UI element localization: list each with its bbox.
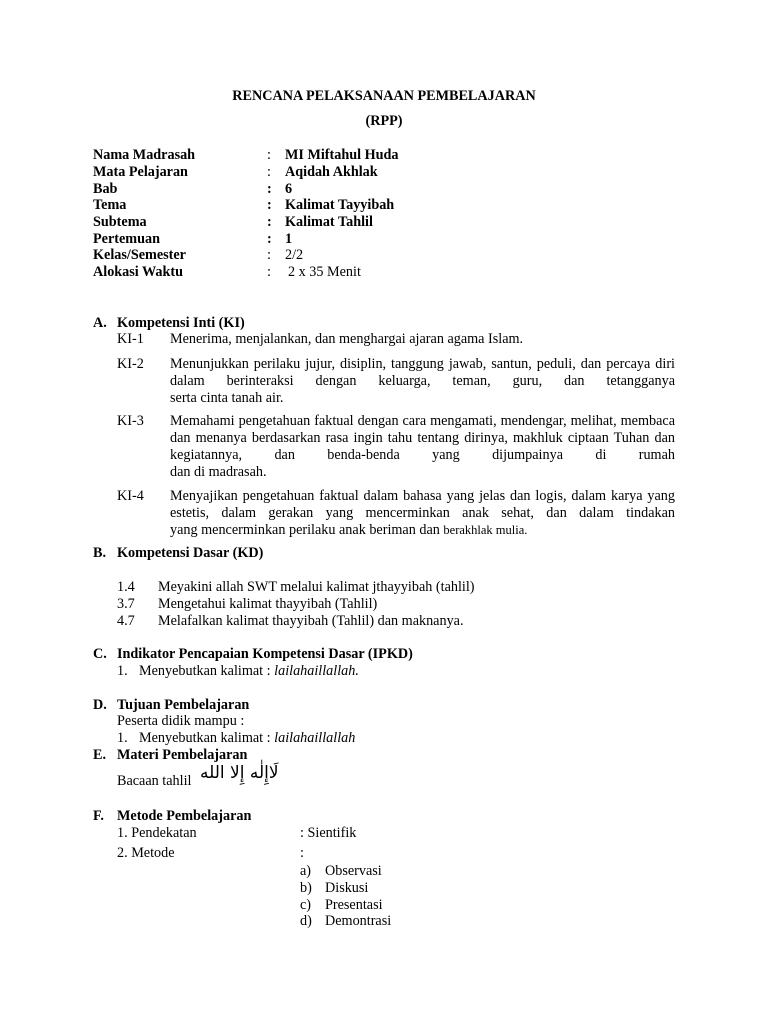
ki-text-main: Memahami pengetahuan faktual dengan cara mengamati, mendengar, melihat, membaca dan menanya berdasarkan rasa ingin tahu tentang dirinya, makhluk ciptaan Tuhan dan kegiatannya, dan benda-benda yang dijumpainya di rumah [170,413,675,463]
identity-label: Pertemuan [93,231,160,247]
document-subtitle: (RPP) [365,113,403,129]
list-item [139,730,355,747]
arabic-tahlil: لَاإِلٰه إِلا الله [200,763,279,783]
section-letter: F. [93,808,104,824]
identity-label: Bab [93,181,118,197]
kd-text: Melafalkan kalimat thayyibah (Tahlil) dan maknanya. [158,613,464,629]
kd-text: Mengetahui kalimat thayyibah (Tahlil) [158,596,378,612]
section-letter: E. [93,747,107,763]
identity-value: 2/2 [285,247,304,263]
section-title: Kompetensi Dasar (KD) [117,545,264,561]
kd-text: Meyakini allah SWT melalui kalimat jthayyibah (tahlil) [158,579,475,595]
ki-text-last: dan di madrasah. [170,464,267,480]
method-letter: a) [300,863,312,879]
method-letter: b) [300,880,312,896]
materi-text: Bacaan tahlil [117,773,192,789]
section-letter: B. [93,545,107,561]
identity-colon: : [267,264,271,280]
ki-text-last [170,522,675,539]
identity-colon: : [267,164,271,180]
identity-label: Nama Madrasah [93,147,196,163]
identity-colon: : [267,181,272,197]
identity-value: 6 [285,181,293,197]
identity-label: Tema [93,197,127,213]
ki-text-last-a: yang mencerminkan perilaku anak beriman dan [170,522,444,538]
ki-text [170,413,675,481]
identity-colon: : [267,214,272,230]
identity-colon: : [267,197,272,213]
ki-text-last: serta cinta tanah air. [170,390,284,406]
ki-text-main: Menunjukkan perilaku jujur, disiplin, tanggung jawab, santun, peduli, dan percaya diri dalam berinteraksi dengan keluarga, teman, guru, dan tetangganya [170,356,675,389]
identity-colon: : [267,147,271,163]
kd-number: 1.4 [117,579,135,595]
metode-value: : [300,845,304,861]
ki-code: KI-3 [117,413,144,429]
identity-value: Kalimat Tahlil [285,214,373,230]
section-letter: A. [93,315,107,331]
list-item-text: Menyebutkan kalimat : [139,663,275,679]
ki-text: Menerima, menjalankan, dan menghargai ajaran agama Islam. [170,331,524,347]
ki-code: KI-1 [117,331,144,347]
identity-value: Kalimat Tayyibah [285,197,395,213]
kd-number: 3.7 [117,596,135,612]
section-title: Tujuan Pembelajaran [117,697,250,713]
identity-value: Aqidah Akhlak [285,164,378,180]
identity-colon: : [267,231,272,247]
metode-label: 1. Pendekatan [117,825,197,841]
ki-code: KI-2 [117,356,144,372]
identity-label: Alokasi Waktu [93,264,184,280]
section-letter: D. [93,697,107,713]
document-title: RENCANA PELAKSANAAN PEMBELAJARAN [232,88,536,104]
metode-value: : Sientifik [300,825,357,841]
ki-text-last-b: berakhlak mulia. [443,523,528,537]
list-number: 1. [117,663,128,679]
method-item: Diskusi [325,880,369,896]
list-item-italic: lailahaillallah. [274,663,359,679]
identity-label: Mata Pelajaran [93,164,188,180]
list-item-text: Menyebutkan kalimat : [139,730,275,746]
ki-text-main: Menyajikan pengetahuan faktual dalam bahasa yang jelas dan logis, dalam karya yang estetis, dalam gerakan yang mencerminkan anak sehat, dan dalam tindakan [170,488,675,521]
method-letter: d) [300,913,312,929]
list-item [139,663,359,680]
ki-code: KI-4 [117,488,144,504]
method-item: Demontrasi [325,913,392,929]
section-title: Metode Pembelajaran [117,808,252,824]
method-letter: c) [300,897,312,913]
ki-text [170,488,675,539]
list-item-italic: lailahaillallah [274,730,356,746]
intro-text: Peserta didik mampu : [117,713,245,729]
identity-label: Kelas/Semester [93,247,186,263]
metode-label: 2. Metode [117,845,175,861]
kd-number: 4.7 [117,613,135,629]
identity-label: Subtema [93,214,147,230]
section-title: Indikator Pencapaian Kompetensi Dasar (IPKD) [117,646,413,662]
identity-value: 1 [285,231,293,247]
ki-text [170,356,675,407]
identity-colon: : [267,247,271,263]
identity-value: 2 x 35 Menit [288,264,361,280]
method-item: Presentasi [325,897,383,913]
section-letter: C. [93,646,107,662]
section-title: Kompetensi Inti (KI) [117,315,245,331]
method-item: Observasi [325,863,382,879]
identity-value: MI Miftahul Huda [285,147,399,163]
section-title: Materi Pembelajaran [117,747,248,763]
list-number: 1. [117,730,128,746]
